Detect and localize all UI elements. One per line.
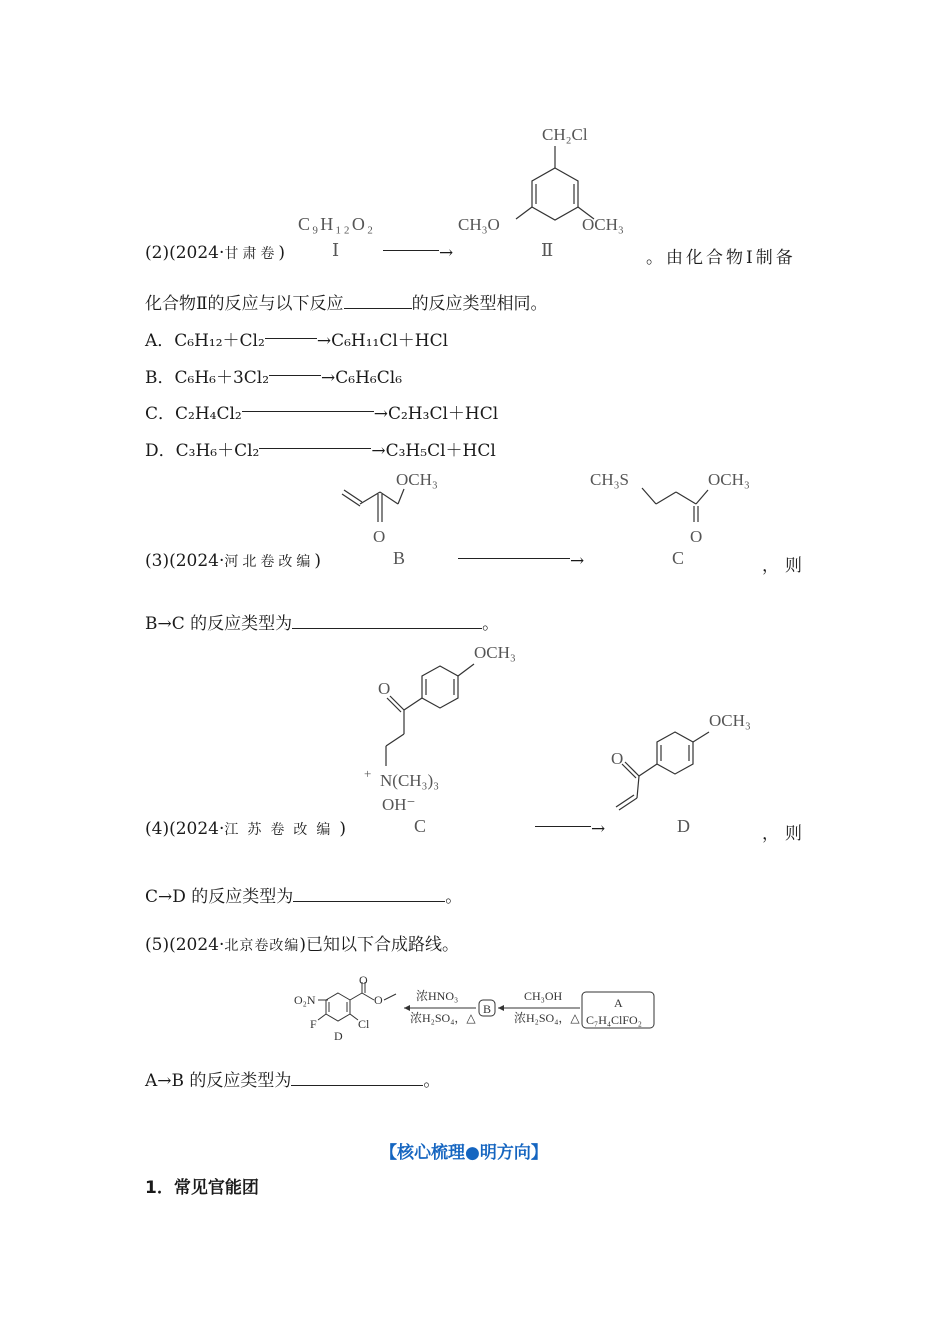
svg-text:OH⁻: OH⁻	[382, 795, 416, 814]
q3-answer-blank[interactable]	[292, 614, 482, 629]
svg-text:O: O	[690, 527, 703, 546]
svg-text:OCH₃: OCH₃	[396, 470, 438, 489]
q5-line1: (5)(2024·北京卷改编)已知以下合成路线。	[145, 935, 460, 955]
svg-text:浓H₂SO₄，△: 浓H₂SO₄，△	[514, 1011, 580, 1025]
q4-then: ，则	[762, 824, 808, 844]
q3-c-label: C	[672, 548, 685, 568]
item-1-heading: 1．常见官能团	[145, 1178, 259, 1198]
q3-b-structure	[338, 464, 468, 548]
q4-source: 江苏卷改编	[224, 822, 340, 838]
q2-option-b: B．C₆H₆＋3Cl₂ →C₆H₆Cl₆	[145, 368, 403, 388]
svg-text:D: D	[334, 1029, 343, 1043]
q3-line2: B→C 的反应类型为 。	[145, 614, 500, 634]
och3-label: OCH₃	[582, 215, 624, 234]
svg-text:O₂N: O₂N	[294, 993, 316, 1007]
svg-text:OCH₃: OCH₃	[708, 470, 750, 489]
q4-line2: C→D 的反应类型为 。	[145, 887, 463, 907]
q4-c-label: C	[414, 816, 427, 836]
svg-text:CH₃S: CH₃S	[590, 470, 629, 489]
q2-reactant-label: Ⅰ	[332, 240, 340, 260]
q4-d-structure	[605, 706, 775, 816]
q5-answer-blank[interactable]	[291, 1071, 423, 1086]
section-header: 【核心梳理●明方向】	[380, 1143, 548, 1163]
ch3o-label: CH₃O	[458, 215, 500, 234]
svg-text:+: +	[364, 766, 372, 781]
q2-option-a: A．C₆H₁₂＋Cl₂ →C₆H₁₁Cl＋HCl	[145, 331, 449, 351]
q5-line2: A→B 的反应类型为 。	[145, 1071, 441, 1091]
q4-line1: (4)(2024·江苏卷改编)	[145, 819, 347, 839]
q5-source: 北京卷改编	[224, 938, 300, 954]
svg-text:A: A	[614, 996, 623, 1010]
svg-text:F: F	[310, 1017, 317, 1031]
q2-text-after: 。由化合物Ⅰ制备	[646, 248, 796, 268]
q2-reactant-formula: C₉H₁₂O₂	[298, 214, 376, 234]
q4-d-label: D	[677, 816, 690, 836]
svg-text:C₇H₄ClFO₂: C₇H₄ClFO₂	[586, 1013, 642, 1027]
q4-arrow: →	[535, 819, 605, 839]
svg-text:N(CH₃)₃: N(CH₃)₃	[380, 771, 440, 790]
q2-line2: 化合物Ⅱ的反应与以下反应 的反应类型相同。	[145, 294, 548, 314]
svg-text:O: O	[374, 993, 383, 1007]
q2-line1: (2)(2024·甘肃卷)	[145, 243, 286, 263]
ch2cl-label: CH₂Cl	[542, 125, 588, 144]
q2-source: 甘肃卷	[224, 246, 279, 262]
svg-text:B: B	[483, 1002, 492, 1016]
svg-text:O: O	[378, 679, 391, 698]
q3-b-label: B	[393, 548, 406, 568]
q3-c-structure	[590, 464, 780, 548]
q5-synthesis-route	[292, 974, 662, 1046]
svg-text:O: O	[373, 527, 386, 546]
svg-text:CH₃OH: CH₃OH	[524, 989, 563, 1003]
svg-text:OCH₃: OCH₃	[709, 711, 751, 730]
svg-text:浓HNO₃: 浓HNO₃	[416, 989, 459, 1003]
svg-text:O: O	[611, 749, 624, 768]
svg-text:OCH₃: OCH₃	[474, 643, 516, 662]
q2-arrow: →	[383, 243, 453, 263]
svg-text:Cl: Cl	[358, 1017, 370, 1031]
q2-option-d: D．C₃H₆＋Cl₂ →C₃H₅Cl＋HCl	[145, 441, 496, 461]
svg-text:O: O	[359, 974, 368, 987]
q3-then: ，则	[762, 556, 808, 576]
q3-line1: (3)(2024·河北卷改编)	[145, 551, 322, 571]
q4-answer-blank[interactable]	[293, 887, 445, 902]
q2-product-structure	[450, 118, 650, 243]
q3-arrow: →	[458, 551, 584, 571]
q3-source: 河北卷改编	[224, 554, 315, 570]
q2-answer-blank[interactable]	[344, 294, 412, 309]
q2-product-label: Ⅱ	[541, 240, 554, 260]
q4-c-structure	[360, 638, 530, 818]
q2-option-c: C．C₂H₄Cl₂ →C₂H₃Cl＋HCl	[145, 404, 499, 424]
svg-text:浓H₂SO₄，△: 浓H₂SO₄，△	[410, 1011, 476, 1025]
